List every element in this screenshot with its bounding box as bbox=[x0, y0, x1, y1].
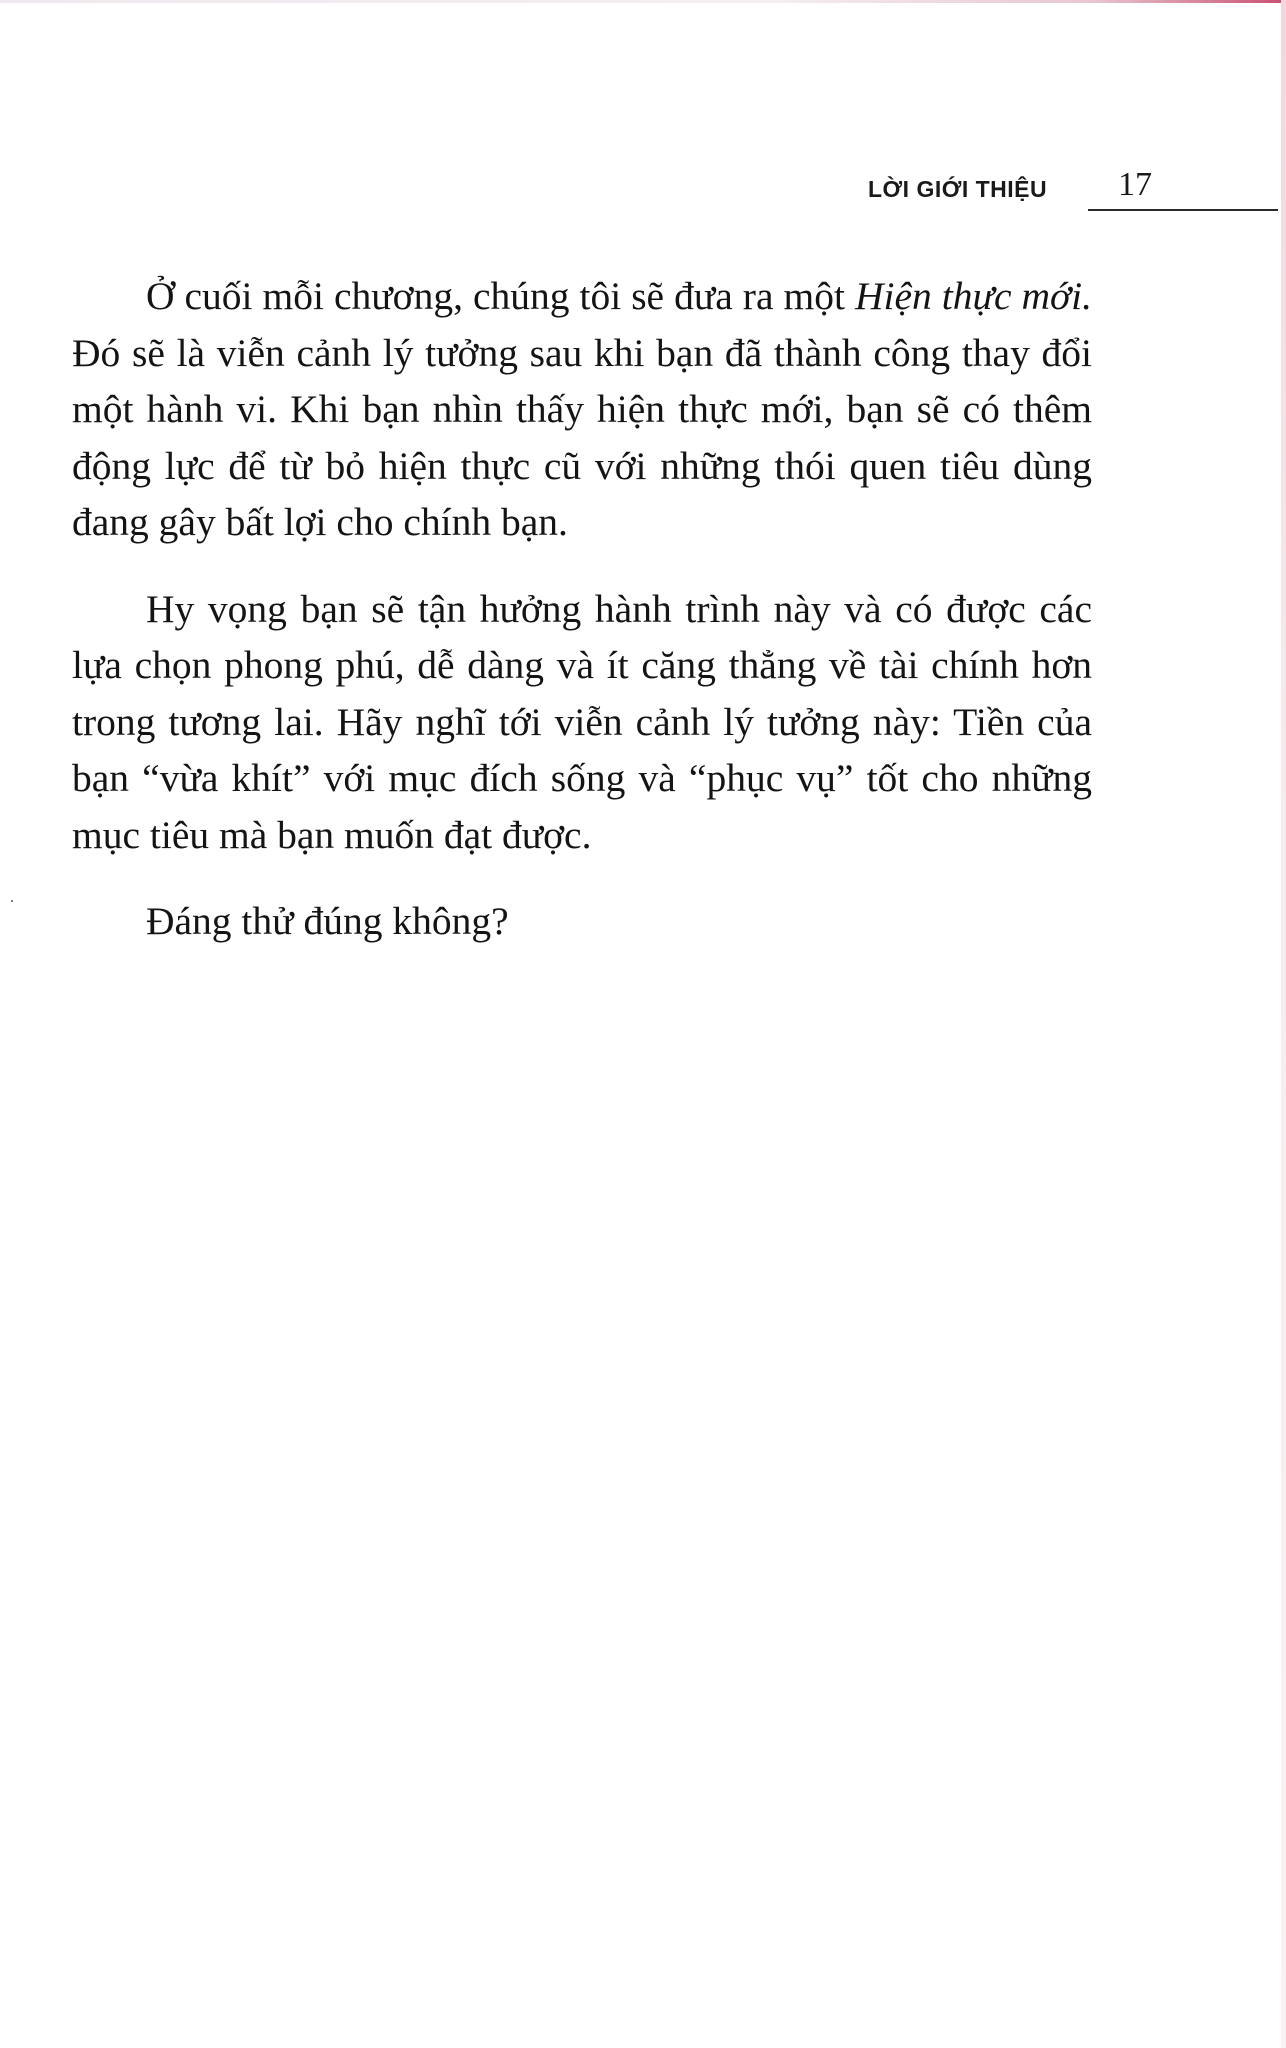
paragraph-3: Đáng thử đúng không? bbox=[146, 899, 509, 943]
paragraph-1 bbox=[72, 268, 1092, 551]
page-right-edge bbox=[1281, 0, 1286, 2048]
paragraph-2: Hy vọng bạn sẽ tận hưởng hành trình này và có được các lựa chọn phong phú, dễ dàng và ít căng thẳng về tài chính hơn trong tương lai. Hãy nghĩ tới viễn cảnh lý tưởng này: Tiền của bạn “vừa khít” với mục đích sống và “phục vụ” tốt cho những mục tiêu mà bạn muốn đạt được. bbox=[72, 586, 1092, 857]
page-number: 17 bbox=[1118, 166, 1152, 203]
body-text bbox=[72, 268, 1092, 980]
paragraph-1-text-end: Đó sẽ là viễn cảnh lý tưởng sau khi bạn đã thành công thay đổi một hành vi. Khi bạn nhìn thấy hiện thực mới, bạn sẽ có thêm động lực để từ bỏ hiện thực cũ với những thói quen tiêu dùng đang gây bất lợi cho chính bạn. bbox=[72, 330, 1092, 544]
page-top-edge bbox=[0, 0, 1286, 3]
paragraph-1-italic-term: Hiện thực mới. bbox=[854, 274, 1092, 318]
running-head-title: LỜI GIỚI THIỆU bbox=[868, 176, 1048, 202]
paragraph-1-text-start: Ở cuối mỗi chương, chúng tôi sẽ đưa ra một bbox=[146, 274, 855, 318]
header-rule bbox=[1088, 209, 1278, 211]
margin-speck bbox=[11, 900, 13, 902]
